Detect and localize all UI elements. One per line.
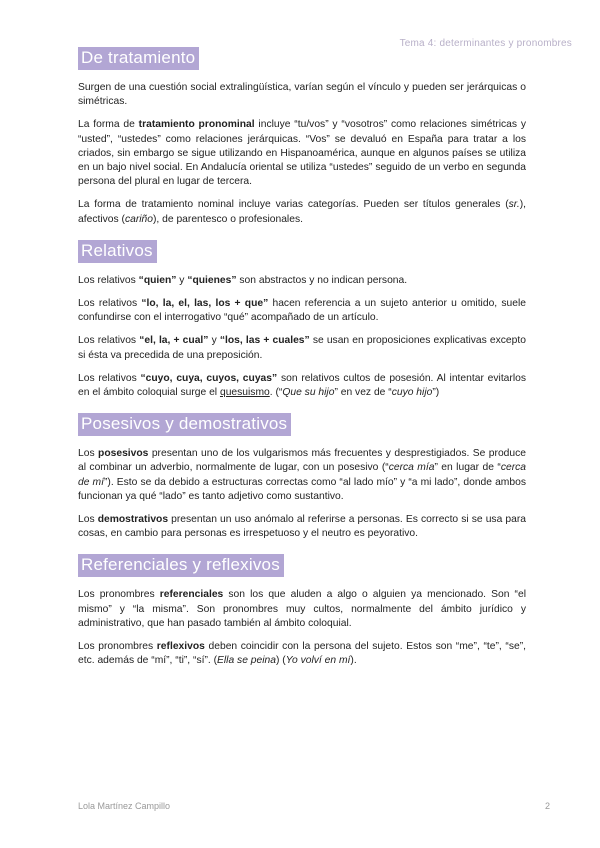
footer-author: Lola Martínez Campillo bbox=[78, 801, 171, 811]
paragraph: Los relativos “el, la, + cual” y “los, las + cuales” se usan en proposiciones explicativas excepto si ésta va precedida de una preposición. bbox=[78, 335, 526, 361]
page-content bbox=[78, 47, 526, 677]
paragraph: La forma de tratamiento nominal incluye varias categorías. Pueden ser títulos generales (sr.), afectivos (cariño), de parentesco o profesionales. bbox=[78, 199, 526, 225]
paragraph: Los pronombres reflexivos deben coincidir con la persona del sujeto. Estos son “me”, “te”, “se”, etc. además de “mí”, “ti”, “sí”. (Ella se peina) (Yo volví en mí). bbox=[78, 641, 526, 667]
paragraph: Los demostrativos presentan un uso anómalo al referirse a personas. Es correcto si se usa para cosas, en cambio para personas es irrespetuoso y el neutro es peyorativo. bbox=[78, 514, 526, 540]
section-referenciales bbox=[78, 554, 526, 668]
section-posesivos bbox=[78, 413, 526, 541]
page-number: 2 bbox=[544, 801, 550, 811]
paragraph: Surgen de una cuestión social extralingüística, varían según el vínculo y pueden ser jerárquicas o simétricas. bbox=[78, 82, 526, 108]
section-tratamiento bbox=[78, 47, 526, 227]
paragraph: Los relativos “quien” y “quienes” son abstractos y no indican persona. bbox=[78, 274, 408, 286]
section-title-relativos: Relativos bbox=[78, 240, 157, 263]
section-title-posesivos: Posesivos y demostrativos bbox=[78, 413, 291, 436]
section-relativos bbox=[78, 240, 526, 400]
section-title-referenciales: Referenciales y reflexivos bbox=[78, 554, 284, 577]
paragraph: Los relativos “lo, la, el, las, los + que” hacen referencia a un sujeto anterior u omitido, suele confundirse con el interrogativo “qué” acompañado de un artículo. bbox=[78, 298, 526, 324]
section-title-tratamiento: De tratamiento bbox=[78, 47, 199, 70]
paragraph: Los relativos “cuyo, cuya, cuyos, cuyas” son relativos cultos de posesión. Al intentar evitarlos en el ámbito coloquial surge el quesuismo. (“Que su hijo” en vez de “cuyo hijo”) bbox=[78, 372, 527, 399]
running-header: Tema 4: determinantes y pronombres bbox=[399, 38, 572, 49]
paragraph: Los pronombres referenciales son los que aluden a algo o alguien ya mencionado. Son “el mismo” y “la misma”. Son pronombres muy cultos, normalmente del ámbito jurídico y administrativo, que han pasado también al ámbito coloquial. bbox=[78, 589, 526, 629]
paragraph: Los posesivos presentan uno de los vulgarismos más frecuentes y desprestigiados. Se produce al combinar un adverbio, normalmente de lugar, con un posesivo (“cerca mía” en lugar de “cerca de mí”). Esto se da debido a estructuras correctas como “al lado mío” y “a mi lado”, donde ambos funcionan ya qué “lado” es tanto adjetivo como sustantivo. bbox=[78, 448, 527, 502]
paragraph: La forma de tratamiento pronominal incluye “tu/vos” y “vosotros” como relaciones simétricas y “usted”, “ustedes” como relaciones jerárquicas. “Vos” se devaluó en España para tratar a los criados, sin embargo se sigue utilizando en Hispanoamérica, aunque en algunos países se utiliza en un bajo nivel social. En Andalucía oriental se utiliza “ustedes” seguido de un verbo en segunda persona del plural en lugar de tercera. bbox=[78, 119, 527, 188]
